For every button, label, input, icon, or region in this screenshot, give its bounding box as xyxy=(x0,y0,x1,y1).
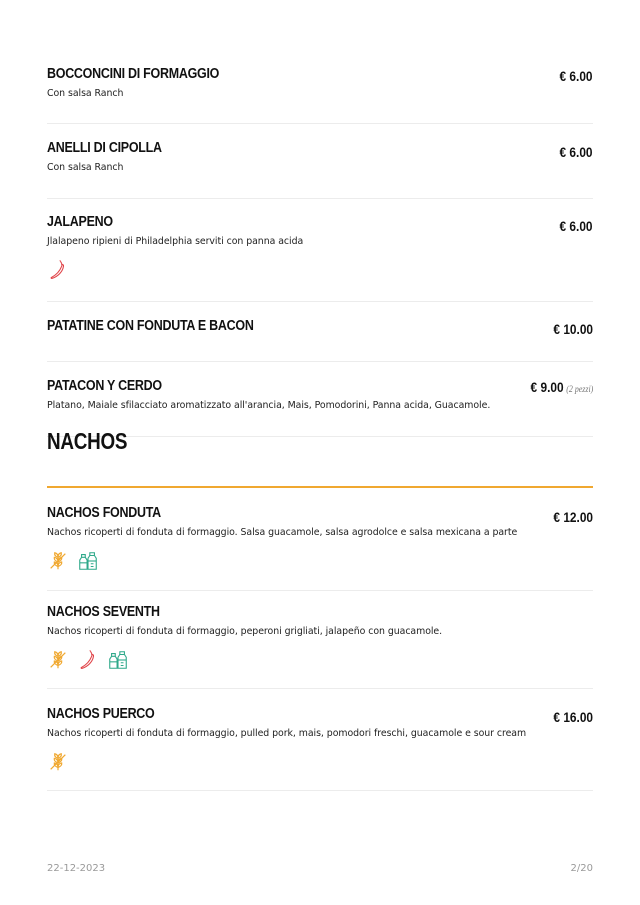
item-description: Nachos ricoperti di fonduta di formaggio. Salsa guacamole, salsa agrodolce e salsa mexicana a parte xyxy=(47,527,518,538)
item-name: NACHOS SEVENTH xyxy=(47,604,160,620)
item-description: Con salsa Ranch xyxy=(47,162,124,173)
item-name: PATACON Y CERDO xyxy=(47,378,162,394)
item-name: NACHOS PUERCO xyxy=(47,706,155,722)
price-note: (2 pezzi) xyxy=(565,384,593,394)
item-description: Jlalapeno ripieni di Philadelphia serviti con panna acida xyxy=(47,236,304,247)
item-price: € 6.00 xyxy=(559,69,593,84)
item-price: € 12.00 xyxy=(553,510,593,525)
allergen-icons xyxy=(47,649,129,673)
item-price: € 6.00 xyxy=(559,145,593,160)
gluten-free-icon xyxy=(47,649,69,671)
allergen-icons xyxy=(47,751,69,775)
divider xyxy=(47,688,593,689)
divider xyxy=(47,123,593,124)
item-description: Nachos ricoperti di fonduta di formaggio, pulled pork, mais, pomodori freschi, guacamole e sour cream xyxy=(47,728,527,739)
footer-date: 22-12-2023 xyxy=(47,863,106,874)
divider xyxy=(47,361,593,362)
price-value: € 9.00 xyxy=(530,380,564,395)
item-name: NACHOS FONDUTA xyxy=(47,505,161,521)
chili-pepper-icon xyxy=(77,649,99,671)
divider xyxy=(47,301,593,302)
item-price xyxy=(530,380,593,395)
allergen-icons xyxy=(47,550,99,574)
item-name: PATATINE CON FONDUTA E BACON xyxy=(47,318,254,334)
lactose-icon xyxy=(77,550,99,572)
item-name: BOCCONCINI DI FORMAGGIO xyxy=(47,66,220,82)
divider xyxy=(47,436,593,437)
item-description: Con salsa Ranch xyxy=(47,88,124,99)
item-name: JALAPENO xyxy=(47,214,113,230)
divider xyxy=(47,198,593,199)
section-rule xyxy=(47,486,593,488)
lactose-icon xyxy=(107,649,129,671)
item-description: Platano, Maiale sfilacciato aromatizzato all'arancia, Mais, Pomodorini, Panna acida, Guacamole. xyxy=(47,400,491,411)
footer-page-number: 2/20 xyxy=(570,863,593,874)
item-description: Nachos ricoperti di fonduta di formaggio, peperoni grigliati, jalapeño con guacamole. xyxy=(47,626,443,637)
gluten-free-icon xyxy=(47,751,69,773)
allergen-icons xyxy=(47,259,69,283)
item-price: € 6.00 xyxy=(559,219,593,234)
item-price: € 10.00 xyxy=(553,322,593,337)
divider xyxy=(47,790,593,791)
divider xyxy=(47,590,593,591)
item-price: € 16.00 xyxy=(553,710,593,725)
section-title: NACHOS xyxy=(47,428,128,454)
chili-pepper-icon xyxy=(47,259,69,281)
item-name: ANELLI DI CIPOLLA xyxy=(47,140,162,156)
gluten-free-icon xyxy=(47,550,69,572)
